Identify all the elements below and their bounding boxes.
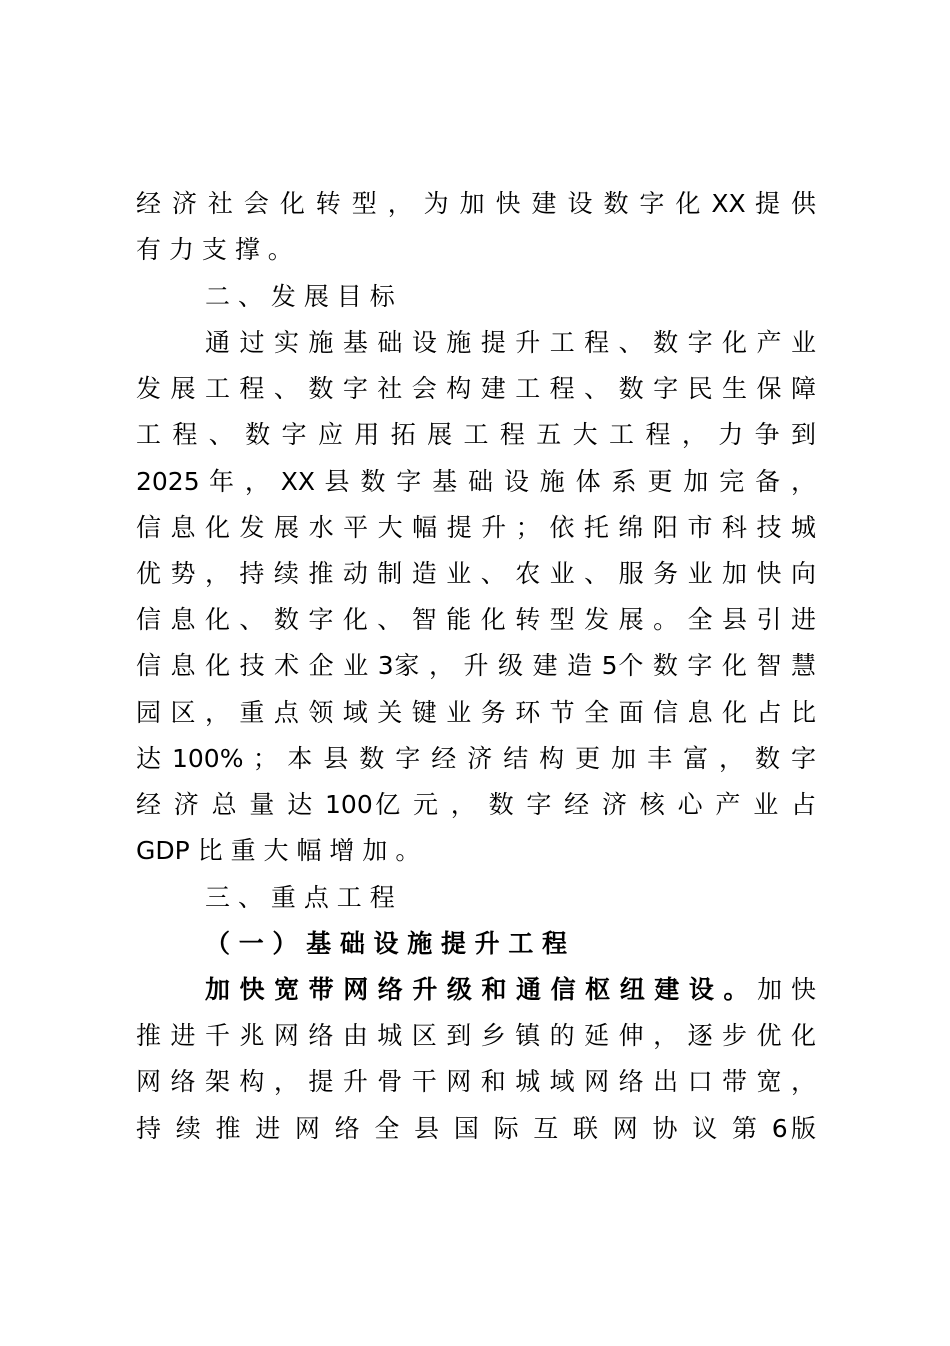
paragraph-line: 2025 年 ， XX 县 数 字 基 础 设 施 体 系 更 加 完 备 ， [136,467,816,496]
paragraph-line: 园 区 ， 重 点 领 域 关 键 业 务 环 节 全 面 信 息 化 占 比 [136,698,816,727]
paragraph-line: 有 力 支 撑 。 [136,235,293,264]
paragraph-line: 推 进 千 兆 网 络 由 城 区 到 乡 镇 的 延 伸 ， 逐 步 优 化 [136,1021,816,1050]
paragraph-line: GDP 比 重 大 幅 增 加 。 [136,836,421,865]
paragraph-line: 信 息 化 技 术 企 业 3家 ， 升 级 建 造 5个 数 字 化 智 慧 [136,651,816,680]
paragraph-line: 经 济 总 量 达 100亿 元 ， 数 字 经 济 核 心 产 业 占 [136,790,816,819]
paragraph-line [205,970,816,1010]
subsection-heading: （ 一 ） 基 础 设 施 提 升 工 程 [205,929,568,958]
paragraph-line: 经 济 社 会 化 转 型 ， 为 加 快 建 设 数 字 化 XX 提 供 [136,189,816,218]
paragraph-line: 信 息 化 、 数 字 化 、 智 能 化 转 型 发 展 。 全 县 引 进 [136,605,816,634]
paragraph-line: 网 络 架 构 ， 提 升 骨 干 网 和 城 域 网 络 出 口 带 宽 ， [136,1067,816,1096]
paragraph-line: 优 势 ， 持 续 推 动 制 造 业 、 农 业 、 服 务 业 加 快 向 [136,559,816,588]
paragraph-line: 信 息 化 发 展 水 平 大 幅 提 升 ； 依 托 绵 阳 市 科 技 城 [136,513,816,542]
section-heading: 二 、 发 展 目 标 [205,282,395,311]
paragraph-line: 工 程 、 数 字 应 用 拓 展 工 程 五 大 工 程 ， 力 争 到 [136,420,816,449]
section-heading: 三 、 重 点 工 程 [205,883,395,912]
paragraph-line: 通 过 实 施 基 础 设 施 提 升 工 程 、 数 字 化 产 业 [205,328,816,357]
paragraph-line: 发 展 工 程 、 数 字 社 会 构 建 工 程 、 数 字 民 生 保 障 [136,374,816,403]
paragraph-line: 持 续 推 进 网 络 全 县 国 际 互 联 网 协 议 第 6版 [136,1114,816,1143]
bold-lead-text: 加 快 宽 带 网 络 升 级 和 通 信 枢 纽 建 设 。 [205,975,749,1004]
paragraph-line: 达 100% ； 本 县 数 字 经 济 结 构 更 加 丰 富 ， 数 字 [136,744,816,773]
paragraph-text: 加 快 [748,975,816,1004]
